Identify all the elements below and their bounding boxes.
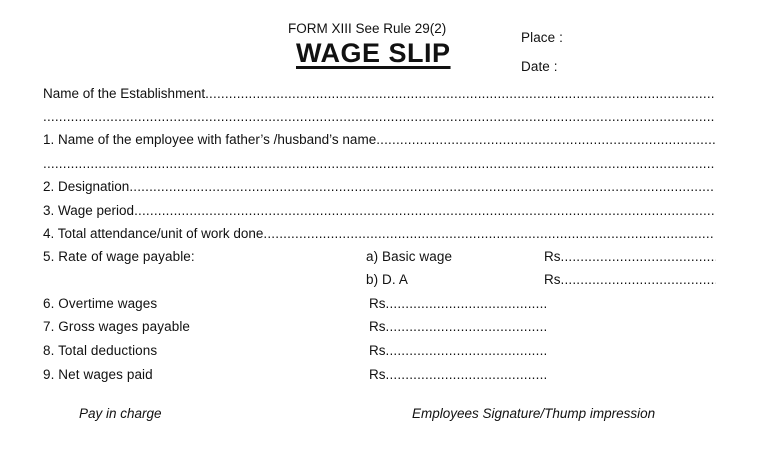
basic-wage-amount	[544, 249, 716, 265]
overtime-amount	[369, 296, 546, 312]
da-label: b) D. A	[366, 272, 408, 287]
date-label: Date :	[521, 59, 558, 74]
deductions-label: 8. Total deductions	[43, 343, 158, 358]
wage-period-label: 3. Wage period	[43, 203, 135, 218]
basic-wage-label: a) Basic wage	[366, 249, 453, 264]
net-wages-amount	[369, 367, 546, 383]
attendance-label: 4. Total attendance/unit of work done	[43, 226, 264, 241]
fill-in-line	[205, 86, 715, 102]
fill-in-line	[386, 343, 547, 359]
form-number: FORM XIII See Rule 29(2)	[288, 21, 447, 36]
fill-in-line	[134, 203, 715, 219]
continuation-line	[43, 156, 715, 172]
fill-in-line	[263, 226, 715, 242]
rs-label: Rs	[369, 343, 386, 358]
fill-in-line	[376, 132, 715, 148]
rs-label: Rs	[369, 367, 386, 382]
rs-label: Rs	[369, 296, 386, 311]
continuation-line	[43, 109, 715, 125]
rs-label: Rs	[369, 319, 386, 334]
da-amount	[544, 272, 716, 288]
fill-in-line	[386, 319, 547, 335]
fill-in-line	[386, 367, 547, 383]
overtime-label: 6. Overtime wages	[43, 296, 158, 311]
employee-name-field	[43, 132, 715, 148]
deductions-amount	[369, 343, 546, 359]
fill-in-line	[561, 272, 717, 288]
fill-in-line	[561, 249, 717, 265]
fill-in-line	[43, 109, 715, 125]
rs-label: Rs	[544, 249, 561, 264]
attendance-field	[43, 226, 715, 242]
designation-label: 2. Designation	[43, 179, 130, 194]
employee-name-label: 1. Name of the employee with father’s /husband’s name	[43, 132, 377, 147]
fill-in-line	[129, 179, 715, 195]
fill-in-line	[386, 296, 547, 312]
fill-in-line	[43, 156, 715, 172]
establishment-field	[43, 86, 715, 102]
designation-field	[43, 179, 715, 195]
rate-label: 5. Rate of wage payable:	[43, 249, 195, 264]
place-label: Place :	[521, 30, 563, 45]
gross-wages-label: 7. Gross wages payable	[43, 319, 191, 334]
net-wages-label: 9. Net wages paid	[43, 367, 153, 382]
pay-in-charge-label: Pay in charge	[79, 406, 162, 421]
wage-period-field	[43, 203, 715, 219]
rs-label: Rs	[544, 272, 561, 287]
employee-signature-label: Employees Signature/Thump impression	[412, 406, 656, 421]
page-title: WAGE SLIP	[296, 38, 451, 68]
establishment-label: Name of the Establishment	[43, 86, 206, 101]
gross-wages-amount	[369, 319, 546, 335]
